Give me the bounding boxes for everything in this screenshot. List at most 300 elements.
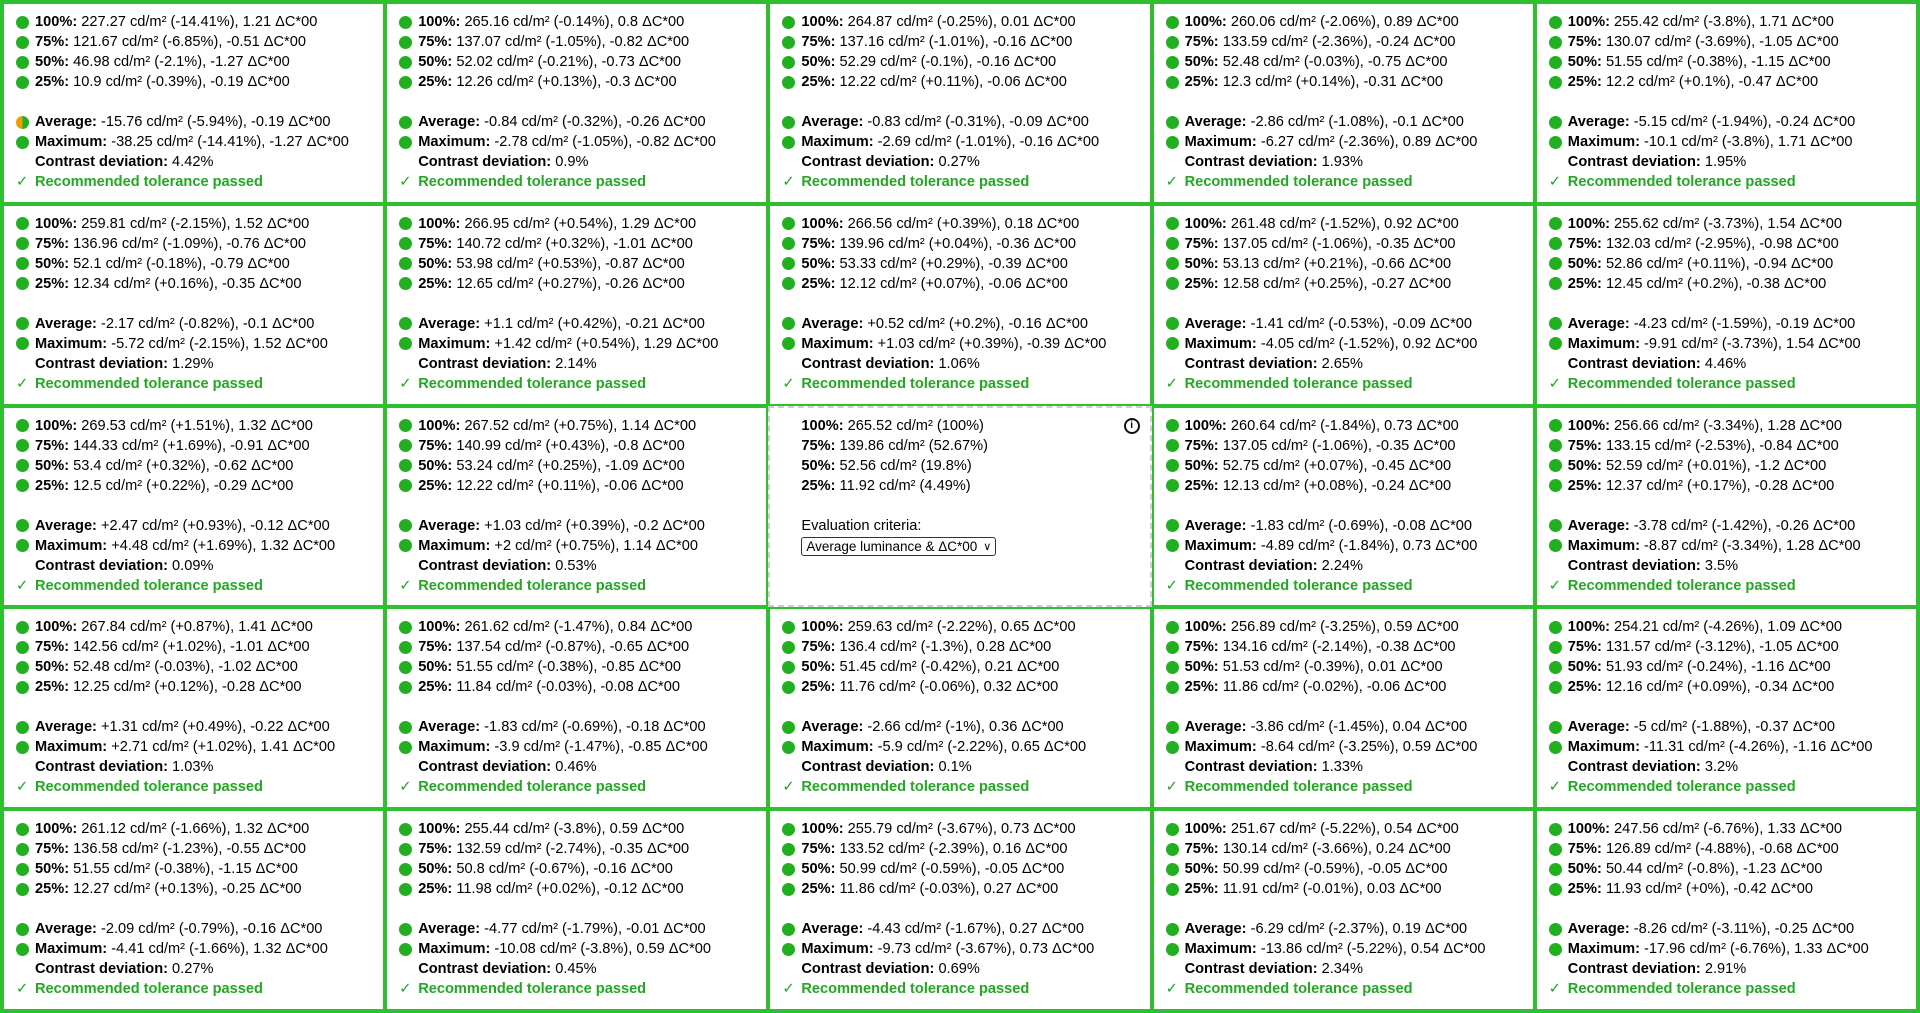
measurement-label: Maximum:: [1567, 537, 1640, 554]
measurement-p50: [1549, 657, 1910, 677]
measurement-value: -9.73 cd/m² (-3.67%), 0.73 ΔC*00: [877, 941, 1095, 958]
measurement-avg: [1166, 112, 1527, 132]
status-dot-icon: [1166, 419, 1179, 432]
measurement-value: 144.33 cd/m² (+1.69%), -0.91 ΔC*00: [73, 437, 310, 454]
measurement-label: 25%:: [801, 881, 836, 898]
measurement-label: Average:: [1184, 517, 1247, 534]
measurement-p50: [399, 657, 760, 677]
status-dot-icon: [399, 237, 412, 250]
reference-patch-cell: [768, 406, 1151, 608]
measurement-label: Average:: [1184, 114, 1247, 130]
measurement-label: Contrast deviation:: [418, 557, 552, 574]
measurement-label: Contrast deviation:: [1567, 154, 1701, 170]
status-dot-icon: [399, 136, 412, 149]
status-dot-icon: [16, 539, 29, 552]
measurement-label: Maximum:: [1184, 739, 1257, 756]
status-dot-icon: [1549, 621, 1562, 634]
measurement-label: Average:: [1567, 921, 1630, 938]
status-dot-icon: [1166, 943, 1179, 956]
status-dot-icon: [399, 459, 412, 472]
measurement-label: Contrast deviation:: [35, 355, 168, 372]
measurement-label: 25%:: [1567, 275, 1602, 292]
status-dot-icon: [1549, 741, 1562, 754]
measurement-label: Average:: [418, 114, 481, 130]
measurement-avg: [1166, 717, 1527, 737]
measurement-value: 0.1%: [938, 759, 972, 776]
status-dot-icon: [1166, 257, 1179, 270]
measurement-p25: [1166, 72, 1527, 92]
measurement-label: 50%:: [801, 861, 836, 878]
measurement-label: 100%:: [1567, 417, 1610, 434]
status-dot-icon: [1549, 459, 1562, 472]
measurement-p100: [1166, 214, 1527, 234]
status-dot-icon: [16, 459, 29, 472]
measurement-value: 136.4 cd/m² (-1.3%), 0.28 ΔC*00: [839, 639, 1052, 656]
tolerance-passed-label: Recommended tolerance passed: [35, 577, 263, 594]
measurement-label: Average:: [35, 315, 97, 332]
measurement-p25: [1166, 476, 1527, 496]
check-icon: ✓: [1548, 375, 1562, 392]
status-dot-icon: [399, 519, 412, 532]
status-dot-icon: [399, 883, 412, 896]
measurement-contrast: [1549, 556, 1910, 576]
measurement-p75: [399, 234, 760, 254]
measurement-label: 100%:: [1567, 619, 1610, 636]
measurement-label: 75%:: [418, 841, 453, 858]
measurement-value: 260.06 cd/m² (-2.06%), 0.89 ΔC*00: [1230, 14, 1459, 30]
measurement-label: Contrast deviation:: [1567, 355, 1701, 372]
status-dot-icon: [782, 337, 795, 350]
measurement-label: 75%:: [35, 639, 70, 656]
patch-cell: [1535, 2, 1918, 204]
measurement-value: 11.93 cd/m² (+0%), -0.42 ΔC*00: [1605, 881, 1813, 898]
measurement-value: -5 cd/m² (-1.88%), -0.37 ΔC*00: [1633, 719, 1835, 736]
status-dot-icon: [399, 439, 412, 452]
measurement-value: 12.13 cd/m² (+0.08%), -0.24 ΔC*00: [1222, 477, 1452, 494]
status-dot-icon: [16, 479, 29, 492]
measurement-label: Maximum:: [1567, 739, 1640, 756]
measurement-label: 75%:: [418, 639, 453, 656]
measurement-value: 133.59 cd/m² (-2.36%), -0.24 ΔC*00: [1222, 34, 1456, 50]
measurement-label: Contrast deviation:: [418, 961, 552, 978]
status-dot-icon: [1549, 419, 1562, 432]
measurement-value: 0.09%: [172, 557, 214, 574]
measurement-value: -10.08 cd/m² (-3.8%), 0.59 ΔC*00: [494, 941, 712, 958]
measurement-p100: [1549, 617, 1910, 637]
measurement-p100: [1549, 214, 1910, 234]
status-dot-icon: [782, 741, 795, 754]
measurement-label: Contrast deviation:: [418, 759, 552, 776]
measurement-p100: [782, 617, 1143, 637]
status-dot-icon: [782, 943, 795, 956]
measurement-label: Contrast deviation:: [35, 557, 168, 574]
status-dot-icon: [1166, 863, 1179, 876]
patch-cell: [768, 204, 1151, 406]
measurement-value: -5.9 cd/m² (-2.22%), 0.65 ΔC*00: [877, 739, 1087, 756]
status-dot-icon: [399, 681, 412, 694]
measurement-value: -6.29 cd/m² (-2.37%), 0.19 ΔC*00: [1250, 921, 1468, 938]
measurement-label: 50%:: [1184, 457, 1219, 474]
measurement-p75: [16, 839, 377, 859]
tolerance-passed-label: Recommended tolerance passed: [35, 174, 263, 190]
tolerance-passed: [782, 979, 1143, 999]
measurement-max: [16, 334, 377, 354]
measurement-value: 255.79 cd/m² (-3.67%), 0.73 ΔC*00: [847, 821, 1076, 838]
measurement-value: -38.25 cd/m² (-14.41%), -1.27 ΔC*00: [111, 134, 349, 150]
status-dot-icon: [1549, 641, 1562, 654]
measurement-value: 256.66 cd/m² (-3.34%), 1.28 ΔC*00: [1614, 417, 1843, 434]
status-dot-icon: [16, 56, 29, 69]
measurement-contrast: [1549, 757, 1910, 777]
status-dot-icon: [782, 116, 795, 129]
measurement-p100: [1549, 12, 1910, 32]
measurement-label: 100%:: [801, 215, 844, 232]
measurement-value: 259.81 cd/m² (-2.15%), 1.52 ΔC*00: [81, 215, 310, 232]
status-dot-icon: [16, 277, 29, 290]
status-dot-icon: [1549, 16, 1562, 29]
status-dot-icon: [399, 36, 412, 49]
measurement-p25: [782, 677, 1143, 697]
measurement-value: 227.27 cd/m² (-14.41%), 1.21 ΔC*00: [81, 14, 318, 30]
status-dot-icon: [1549, 76, 1562, 89]
status-dot-icon: [16, 661, 29, 674]
measurement-p50: [399, 859, 760, 879]
measurement-label: Contrast deviation:: [35, 759, 168, 776]
measurement-label: Maximum:: [801, 134, 874, 150]
measurement-avg: [782, 112, 1143, 132]
status-dot-icon: [782, 257, 795, 270]
measurement-avg: [399, 919, 760, 939]
measurement-p50: [1549, 52, 1910, 72]
measurement-contrast: [16, 959, 377, 979]
measurement-label: Maximum:: [801, 739, 874, 756]
tolerance-passed-label: Recommended tolerance passed: [1184, 981, 1413, 998]
reference-value: 52.56 cd/m² (19.8%): [839, 457, 972, 474]
measurement-label: 75%:: [1184, 34, 1219, 50]
measurement-value: 0.27%: [938, 154, 980, 170]
measurement-contrast: [782, 757, 1143, 777]
measurement-p50: [1549, 859, 1910, 879]
evaluation-criteria-select[interactable]: [801, 537, 996, 556]
status-dot-icon: [399, 923, 412, 936]
measurement-p100: [399, 617, 760, 637]
measurement-p100: [16, 617, 377, 637]
measurement-max: [1166, 334, 1527, 354]
measurement-value: 130.07 cd/m² (-3.69%), -1.05 ΔC*00: [1605, 34, 1839, 50]
measurement-label: 50%:: [35, 457, 70, 474]
check-icon: ✓: [1548, 981, 1562, 998]
tolerance-passed-label: Recommended tolerance passed: [1184, 375, 1413, 392]
status-dot-icon: [16, 257, 29, 270]
status-dot-icon: [1549, 56, 1562, 69]
measurement-max: [399, 939, 760, 959]
measurement-value: 254.21 cd/m² (-4.26%), 1.09 ΔC*00: [1614, 619, 1843, 636]
status-dot-icon: [16, 519, 29, 532]
measurement-label: Contrast deviation:: [1567, 961, 1701, 978]
status-dot-icon: [1549, 943, 1562, 956]
check-icon: ✓: [1165, 981, 1178, 998]
check-icon: ✓: [399, 174, 412, 190]
measurement-value: 50.44 cd/m² (-0.8%), -1.23 ΔC*00: [1605, 861, 1823, 878]
measurement-label: 50%:: [1567, 861, 1602, 878]
tolerance-passed-label: Recommended tolerance passed: [35, 779, 263, 796]
measurement-label: 25%:: [801, 679, 836, 696]
measurement-label: Contrast deviation:: [1184, 355, 1318, 372]
measurement-value: -5.72 cd/m² (-2.15%), 1.52 ΔC*00: [111, 335, 328, 352]
measurement-label: 50%:: [418, 255, 453, 272]
measurement-max: [782, 939, 1143, 959]
measurement-p75: [1549, 436, 1910, 456]
measurement-value: -2.86 cd/m² (-1.08%), -0.1 ΔC*00: [1250, 114, 1464, 130]
tolerance-passed: [782, 374, 1143, 394]
tolerance-passed: [399, 374, 760, 394]
measurement-label: Maximum:: [1184, 941, 1257, 958]
reference-value: 139.86 cd/m² (52.67%): [839, 437, 988, 454]
patch-cell: [768, 809, 1151, 1011]
measurement-p75: [399, 839, 760, 859]
status-dot-icon: [1166, 317, 1179, 330]
measurement-p100: [16, 416, 377, 436]
measurement-label: 50%:: [1184, 54, 1219, 70]
status-dot-icon: [782, 621, 795, 634]
measurement-label: 75%:: [35, 437, 70, 454]
check-icon: ✓: [399, 375, 412, 392]
measurement-value: -4.43 cd/m² (-1.67%), 0.27 ΔC*00: [867, 921, 1084, 938]
status-dot-icon: [1166, 721, 1179, 734]
measurement-contrast: [1549, 152, 1910, 172]
tolerance-passed-label: Recommended tolerance passed: [35, 981, 263, 998]
measurement-value: 251.67 cd/m² (-5.22%), 0.54 ΔC*00: [1230, 821, 1459, 838]
measurement-p50: [16, 859, 377, 879]
measurement-p100: [399, 819, 760, 839]
measurement-max: [1166, 132, 1527, 152]
measurement-value: 266.95 cd/m² (+0.54%), 1.29 ΔC*00: [464, 215, 697, 232]
measurement-contrast: [399, 354, 760, 374]
tolerance-passed-label: Recommended tolerance passed: [1567, 981, 1796, 998]
measurement-avg: [1166, 516, 1527, 536]
info-icon[interactable]: i: [1124, 418, 1140, 434]
measurement-label: Average:: [801, 719, 864, 736]
measurement-p100: [16, 819, 377, 839]
status-dot-icon: [399, 741, 412, 754]
measurement-value: -2.09 cd/m² (-0.79%), -0.16 ΔC*00: [100, 921, 323, 938]
measurement-p25: [1549, 274, 1910, 294]
measurement-contrast: [1166, 354, 1527, 374]
measurement-value: -10.1 cd/m² (-3.8%), 1.71 ΔC*00: [1644, 134, 1853, 150]
measurement-p75: [1166, 234, 1527, 254]
measurement-value: 140.99 cd/m² (+0.43%), -0.8 ΔC*00: [456, 437, 685, 454]
status-dot-icon: [1166, 621, 1179, 634]
status-dot-icon: [16, 863, 29, 876]
measurement-avg: [399, 112, 760, 132]
status-dot-icon: [782, 16, 795, 29]
status-dot-icon: [782, 681, 795, 694]
measurement-p25: [782, 72, 1143, 92]
measurement-value: 255.42 cd/m² (-3.8%), 1.71 ΔC*00: [1614, 14, 1834, 30]
measurement-contrast: [399, 152, 760, 172]
measurement-value: 132.03 cd/m² (-2.95%), -0.98 ΔC*00: [1605, 235, 1839, 252]
measurement-label: Maximum:: [35, 335, 108, 352]
measurement-value: 137.05 cd/m² (-1.06%), -0.35 ΔC*00: [1222, 437, 1456, 454]
measurement-value: 0.53%: [555, 557, 597, 574]
status-dot-icon: [1549, 277, 1562, 290]
measurement-value: 3.2%: [1704, 759, 1739, 776]
patch-cell: [385, 607, 768, 809]
measurement-p25: [782, 879, 1143, 899]
measurement-label: Average:: [801, 921, 864, 938]
measurement-value: 50.8 cd/m² (-0.67%), -0.16 ΔC*00: [456, 861, 673, 878]
patch-cell: [1535, 204, 1918, 406]
measurement-value: 126.89 cd/m² (-4.88%), -0.68 ΔC*00: [1605, 841, 1839, 858]
measurement-p25: [16, 677, 377, 697]
measurement-value: 133.15 cd/m² (-2.53%), -0.84 ΔC*00: [1605, 437, 1839, 454]
check-icon: ✓: [782, 779, 795, 796]
measurement-value: -3.86 cd/m² (-1.45%), 0.04 ΔC*00: [1250, 719, 1468, 736]
measurement-value: +1.42 cd/m² (+0.54%), 1.29 ΔC*00: [494, 335, 719, 352]
status-dot-icon: [782, 136, 795, 149]
status-dot-icon: [1549, 317, 1562, 330]
measurement-p75: [1166, 436, 1527, 456]
measurement-max: [782, 737, 1143, 757]
measurement-label: Average:: [35, 517, 97, 534]
status-dot-icon: [782, 217, 795, 230]
measurement-label: Contrast deviation:: [1184, 759, 1318, 776]
measurement-label: 50%:: [1184, 659, 1219, 676]
status-dot-icon: [399, 257, 412, 270]
measurement-value: +1.03 cd/m² (+0.39%), -0.39 ΔC*00: [877, 335, 1107, 352]
measurement-avg: [399, 717, 760, 737]
measurement-label: 25%:: [35, 275, 70, 292]
measurement-max: [399, 536, 760, 556]
tolerance-passed: [1549, 979, 1910, 999]
status-dot-icon: [399, 621, 412, 634]
measurement-label: 25%:: [418, 477, 453, 494]
status-dot-icon: [1549, 237, 1562, 250]
measurement-value: 267.52 cd/m² (+0.75%), 1.14 ΔC*00: [464, 417, 697, 434]
measurement-max: [399, 334, 760, 354]
measurement-value: -13.86 cd/m² (-5.22%), 0.54 ΔC*00: [1260, 941, 1486, 958]
check-icon: ✓: [399, 981, 412, 998]
patch-cell: [2, 607, 385, 809]
check-icon: ✓: [16, 375, 29, 392]
measurement-value: 0.46%: [555, 759, 597, 776]
measurement-label: Average:: [35, 114, 97, 130]
measurement-p25: [1166, 677, 1527, 697]
measurement-value: -0.84 cd/m² (-0.32%), -0.26 ΔC*00: [484, 114, 706, 130]
measurement-contrast: [16, 354, 377, 374]
measurement-p100: [782, 214, 1143, 234]
reference-value: 265.52 cd/m² (100%): [847, 417, 984, 434]
measurement-avg: [399, 314, 760, 334]
measurement-label: Maximum:: [418, 335, 491, 352]
status-dot-icon: [1166, 337, 1179, 350]
measurement-p100: [1166, 416, 1527, 436]
measurement-value: 11.98 cd/m² (+0.02%), -0.12 ΔC*00: [456, 881, 684, 898]
measurement-value: 11.86 cd/m² (-0.03%), 0.27 ΔC*00: [839, 881, 1059, 898]
measurement-label: 100%:: [35, 14, 78, 30]
status-dot-icon: [16, 136, 29, 149]
measurement-p75: [399, 32, 760, 52]
status-dot-icon: [16, 843, 29, 856]
measurement-label: Average:: [418, 921, 481, 938]
measurement-avg: [1549, 717, 1910, 737]
measurement-label: Contrast deviation:: [1184, 154, 1318, 170]
patch-cell: [2, 2, 385, 204]
tolerance-passed-label: Recommended tolerance passed: [418, 577, 647, 594]
status-dot-icon: [1166, 843, 1179, 856]
chevron-down-icon: ∨: [983, 540, 992, 553]
status-dot-icon: [399, 16, 412, 29]
measurement-value: 139.96 cd/m² (+0.04%), -0.36 ΔC*00: [839, 235, 1077, 252]
measurement-label: Maximum:: [1184, 335, 1257, 352]
measurement-label: 25%:: [418, 881, 453, 898]
measurement-value: 1.03%: [172, 759, 214, 776]
measurement-max: [1166, 536, 1527, 556]
measurement-p25: [399, 677, 760, 697]
measurement-max: [1549, 536, 1910, 556]
status-dot-icon: [399, 641, 412, 654]
check-icon: ✓: [1548, 779, 1562, 796]
status-dot-icon: [16, 76, 29, 89]
measurement-value: 53.4 cd/m² (+0.32%), -0.62 ΔC*00: [73, 457, 294, 474]
tolerance-passed: [1166, 374, 1527, 394]
measurement-value: 137.05 cd/m² (-1.06%), -0.35 ΔC*00: [1222, 235, 1456, 252]
status-dot-icon: [399, 217, 412, 230]
measurement-label: 100%:: [1567, 14, 1610, 30]
measurement-value: -2.17 cd/m² (-0.82%), -0.1 ΔC*00: [100, 315, 315, 332]
patch-cell: [385, 406, 768, 608]
measurement-label: 25%:: [418, 679, 453, 696]
measurement-label: 100%:: [418, 215, 461, 232]
measurement-label: Maximum:: [35, 941, 108, 958]
status-dot-icon: [1549, 863, 1562, 876]
measurement-value: 12.3 cd/m² (+0.14%), -0.31 ΔC*00: [1222, 74, 1443, 90]
measurement-value: 132.59 cd/m² (-2.74%), -0.35 ΔC*00: [456, 841, 690, 858]
measurement-p50: [1549, 254, 1910, 274]
measurement-value: 11.76 cd/m² (-0.06%), 0.32 ΔC*00: [839, 679, 1059, 696]
measurement-p50: [1166, 657, 1527, 677]
measurement-label: 50%:: [1567, 659, 1602, 676]
tolerance-passed: [1166, 979, 1527, 999]
status-dot-icon: [782, 823, 795, 836]
status-dot-icon: [782, 76, 795, 89]
measurement-value: 0.69%: [938, 961, 980, 978]
measurement-label: 50%:: [418, 54, 453, 70]
status-dot-icon: [1549, 923, 1562, 936]
measurement-label: 75%:: [418, 34, 453, 50]
measurement-value: -1.83 cd/m² (-0.69%), -0.18 ΔC*00: [484, 719, 706, 736]
measurement-avg: [1549, 112, 1910, 132]
measurement-value: 255.62 cd/m² (-3.73%), 1.54 ΔC*00: [1614, 215, 1843, 232]
measurement-avg: [16, 919, 377, 939]
status-dot-icon: [399, 479, 412, 492]
measurement-label: 75%:: [801, 437, 836, 454]
measurement-p100: [399, 416, 760, 436]
measurement-p100: [399, 214, 760, 234]
measurement-p100: [1549, 819, 1910, 839]
status-dot-icon: [1549, 337, 1562, 350]
status-dot-icon: [1166, 883, 1179, 896]
measurement-contrast: [1166, 757, 1527, 777]
check-icon: ✓: [16, 779, 29, 796]
measurement-value: 51.45 cd/m² (-0.42%), 0.21 ΔC*00: [839, 659, 1060, 676]
measurement-value: 52.29 cd/m² (-0.1%), -0.16 ΔC*00: [839, 54, 1057, 70]
measurement-label: 75%:: [1567, 437, 1602, 454]
measurement-label: 50%:: [1184, 255, 1219, 272]
tolerance-passed: [16, 374, 377, 394]
status-dot-icon: [1166, 479, 1179, 492]
measurement-value: 0.9%: [555, 154, 589, 170]
